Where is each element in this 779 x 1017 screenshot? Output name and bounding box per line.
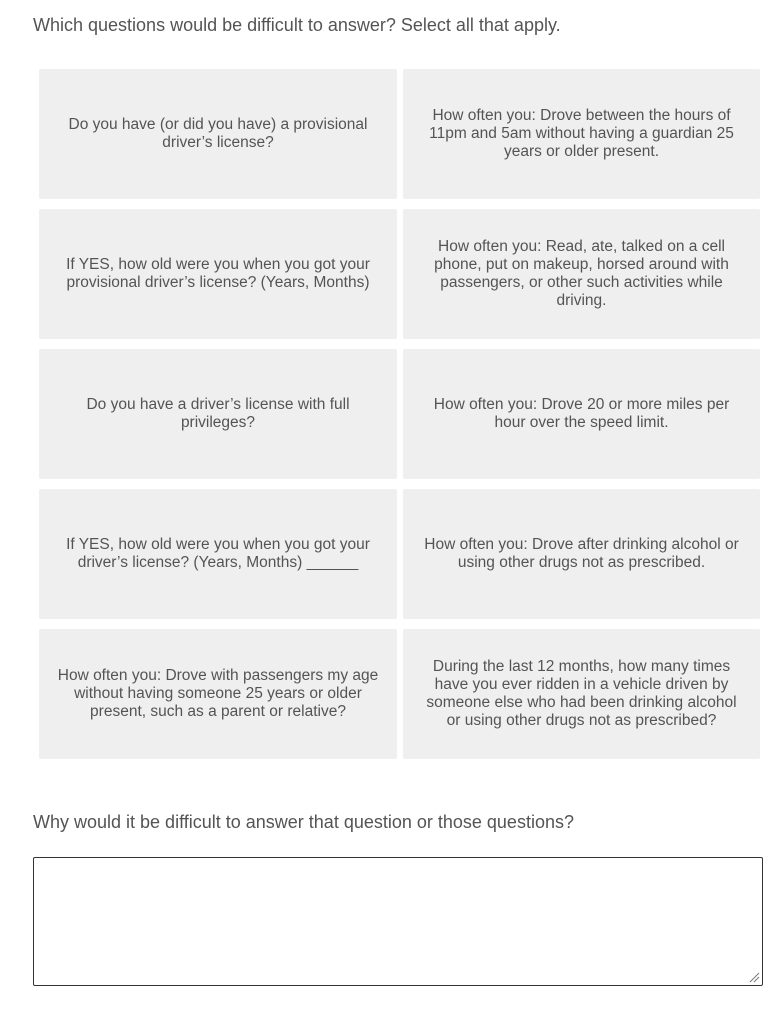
option-license-age[interactable]	[39, 489, 397, 619]
option-label: Do you have (or did you have) a provisional driver’s license?	[68, 116, 368, 151]
option-label: How often you: Drove between the hours of 11pm and 5am without having a guardian 25 years or older present.	[429, 107, 734, 160]
option-drove-with-passengers[interactable]	[39, 629, 397, 759]
option-label: If YES, how old were you when you got your provisional driver’s license? (Years, Months)	[66, 256, 370, 291]
option-full-privileges-license[interactable]	[39, 349, 397, 479]
option-label: How often you: Read, ate, talked on a cell phone, put on makeup, horsed around with passengers, or other such activities while driving.	[434, 238, 729, 309]
option-label: If YES, how old were you when you got your driver’s license? (Years, Months) ______	[66, 536, 370, 571]
answer-textarea[interactable]	[33, 857, 763, 986]
option-label: Do you have a driver’s license with full privileges?	[86, 396, 350, 431]
option-label: How often you: Drove with passengers my age without having someone 25 years or older present, such as a parent or relative?	[57, 667, 379, 720]
option-label: How often you: Drove after drinking alcohol or using other drugs not as prescribed.	[424, 536, 739, 571]
question-2-title: Why would it be difficult to answer that question or those questions?	[33, 812, 574, 832]
option-distracted-driving[interactable]	[403, 209, 760, 339]
option-provisional-license-age[interactable]	[39, 209, 397, 339]
answer-options-grid	[39, 69, 760, 759]
option-drove-11pm-5am[interactable]	[403, 69, 760, 199]
option-label: How often you: Drove 20 or more miles per hour over the speed limit.	[433, 396, 730, 431]
option-ridden-with-impaired-driver[interactable]	[403, 629, 760, 759]
option-label: During the last 12 months, how many times have you ever ridden in a vehicle driven by someone else who had been drinking alcohol or using other drugs not as prescribed?	[426, 658, 737, 729]
option-speeding[interactable]	[403, 349, 760, 479]
question-1-title: Which questions would be difficult to answer? Select all that apply.	[33, 15, 561, 35]
option-provisional-license[interactable]	[39, 69, 397, 199]
resize-grip-icon[interactable]	[748, 971, 760, 983]
option-drove-after-drinking[interactable]	[403, 489, 760, 619]
